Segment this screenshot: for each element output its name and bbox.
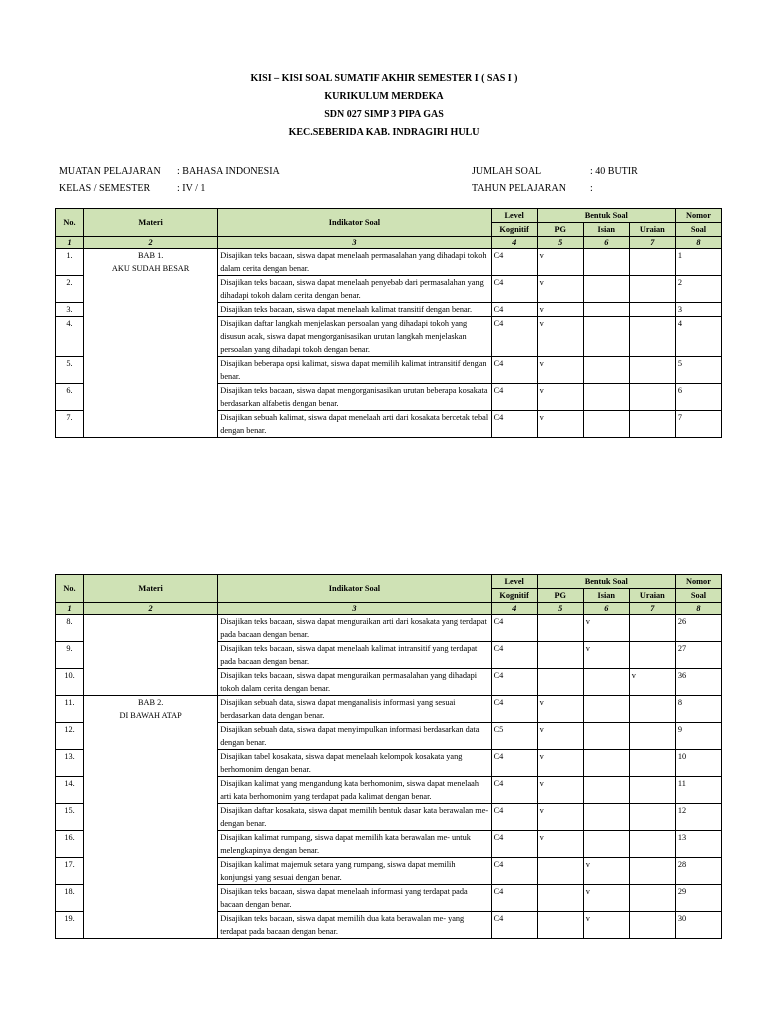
- nomor-soal: 11: [675, 777, 721, 804]
- level-kognitif: C4: [491, 750, 537, 777]
- row-number: 11.: [56, 696, 84, 723]
- nomor-soal: 28: [675, 858, 721, 885]
- indikator-text: Disajikan sebuah data, siswa dapat menyimpulkan informasi berdasarkan data dengan benar.: [218, 723, 491, 750]
- column-number: 4: [491, 237, 537, 249]
- column-number: 7: [629, 237, 675, 249]
- isian-mark: [583, 696, 629, 723]
- table-row: [56, 615, 722, 642]
- pg-mark: v: [537, 276, 583, 303]
- uraian-mark: [629, 642, 675, 669]
- uraian-mark: [629, 615, 675, 642]
- indikator-text: Disajikan teks bacaan, siswa dapat menelaah permasalahan yang dihadapi tokoh dalam cerita dengan benar.: [218, 249, 491, 276]
- level-kognitif: C4: [491, 615, 537, 642]
- header-bentuk: Bentuk Soal: [537, 209, 675, 223]
- isian-mark: [583, 750, 629, 777]
- header-materi: Materi: [84, 209, 218, 237]
- kelas-label: KELAS / SEMESTER: [59, 183, 151, 194]
- uraian-mark: [629, 411, 675, 438]
- pg-mark: [537, 885, 583, 912]
- isian-mark: [583, 669, 629, 696]
- indikator-text: Disajikan sebuah kalimat, siswa dapat menelaah arti dari kosakata bercetak tebal dengan benar.: [218, 411, 491, 438]
- pg-mark: v: [537, 317, 583, 357]
- muatan-label: MUATAN PELAJARAN: [59, 166, 161, 177]
- header-uraian: Uraian: [629, 223, 675, 237]
- column-number: 8: [675, 237, 721, 249]
- row-number: 18.: [56, 885, 84, 912]
- nomor-soal: 6: [675, 384, 721, 411]
- column-number: 6: [583, 237, 629, 249]
- column-number: 7: [629, 603, 675, 615]
- level-kognitif: C4: [491, 249, 537, 276]
- row-number: 5.: [56, 357, 84, 384]
- tahun-label: TAHUN PELAJARAN: [472, 183, 566, 194]
- header-level: Level: [491, 209, 537, 223]
- isian-mark: [583, 276, 629, 303]
- isian-mark: [583, 249, 629, 276]
- isian-mark: [583, 357, 629, 384]
- column-number: 5: [537, 237, 583, 249]
- materi-title: AKU SUDAH BESAR: [111, 264, 190, 273]
- pg-mark: v: [537, 777, 583, 804]
- pg-mark: [537, 669, 583, 696]
- uraian-mark: [629, 384, 675, 411]
- uraian-mark: [629, 357, 675, 384]
- jumlah-value: : 40 BUTIR: [590, 166, 638, 177]
- header-indikator: Indikator Soal: [218, 209, 491, 237]
- header-no: No.: [56, 575, 84, 603]
- indikator-text: Disajikan teks bacaan, siswa dapat mengorganisasikan urutan beberapa kosakata berdasarkan alfabetis dengan benar.: [218, 384, 491, 411]
- uraian-mark: [629, 276, 675, 303]
- uraian-mark: [629, 317, 675, 357]
- isian-mark: v: [583, 615, 629, 642]
- indikator-text: Disajikan teks bacaan, siswa dapat menguraikan arti dari kosakata yang terdapat pada bacaan dengan benar.: [218, 615, 491, 642]
- isian-mark: [583, 723, 629, 750]
- indikator-text: Disajikan sebuah data, siswa dapat menganalisis informasi yang sesuai berdasarkan data dengan benar.: [218, 696, 491, 723]
- header-nomor: Nomor: [675, 575, 721, 589]
- nomor-soal: 7: [675, 411, 721, 438]
- tahun-value: :: [590, 183, 593, 194]
- isian-mark: [583, 831, 629, 858]
- materi-cell-empty: [84, 615, 218, 696]
- row-number: 6.: [56, 384, 84, 411]
- indikator-text: Disajikan teks bacaan, siswa dapat menelaah kalimat transitif dengan benar.: [218, 303, 491, 317]
- kisi-table-2: [55, 574, 722, 939]
- column-number: 3: [218, 603, 491, 615]
- row-number: 13.: [56, 750, 84, 777]
- indikator-text: Disajikan teks bacaan, siswa dapat menelaah penyebab dari permasalahan yang dihadapi tokoh dalam cerita dengan benar.: [218, 276, 491, 303]
- header-isian: Isian: [583, 223, 629, 237]
- nomor-soal: 29: [675, 885, 721, 912]
- uraian-mark: [629, 723, 675, 750]
- column-number: 1: [56, 237, 84, 249]
- kelas-value: : IV / 1: [177, 183, 206, 194]
- isian-mark: [583, 303, 629, 317]
- indikator-text: Disajikan teks bacaan, siswa dapat menelaah kalimat intransitif yang terdapat pada bacaan dengan benar.: [218, 642, 491, 669]
- column-number: 5: [537, 603, 583, 615]
- header-pg: PG: [537, 589, 583, 603]
- isian-mark: [583, 411, 629, 438]
- nomor-soal: 13: [675, 831, 721, 858]
- title-line: SDN 027 SIMP 3 PIPA GAS: [324, 109, 444, 120]
- header-soal: Soal: [675, 589, 721, 603]
- nomor-soal: 5: [675, 357, 721, 384]
- isian-mark: v: [583, 912, 629, 939]
- pg-mark: [537, 912, 583, 939]
- indikator-text: Disajikan teks bacaan, siswa dapat menelaah informasi yang terdapat pada bacaan dengan benar.: [218, 885, 491, 912]
- jumlah-label: JUMLAH SOAL: [472, 166, 542, 177]
- indikator-text: Disajikan daftar langkah menjelaskan persoalan yang dihadapi tokoh yang disusun acak, siswa dapat mengorganisasikan urutan langkah menjelaskan persoalan yang dihadapi tokoh dengan benar.: [218, 317, 491, 357]
- column-number: 2: [84, 603, 218, 615]
- header-kognitif: Kognitif: [491, 589, 537, 603]
- muatan-value: : BAHASA INDONESIA: [177, 166, 280, 177]
- level-kognitif: C4: [491, 858, 537, 885]
- level-kognitif: C4: [491, 411, 537, 438]
- uraian-mark: [629, 696, 675, 723]
- materi-bab: BAB 1.: [137, 251, 164, 260]
- indikator-text: Disajikan teks bacaan, siswa dapat menguraikan permasalahan yang dihadapi tokoh dalam cerita dengan benar.: [218, 669, 491, 696]
- column-number: 3: [218, 237, 491, 249]
- nomor-soal: 30: [675, 912, 721, 939]
- row-number: 12.: [56, 723, 84, 750]
- header-materi: Materi: [84, 575, 218, 603]
- header-kognitif: Kognitif: [491, 223, 537, 237]
- pg-mark: v: [537, 723, 583, 750]
- row-number: 8.: [56, 615, 84, 642]
- isian-mark: [583, 317, 629, 357]
- row-number: 17.: [56, 858, 84, 885]
- pg-mark: [537, 642, 583, 669]
- isian-mark: v: [583, 885, 629, 912]
- header-pg: PG: [537, 223, 583, 237]
- level-kognitif: C4: [491, 276, 537, 303]
- pg-mark: v: [537, 831, 583, 858]
- header-indikator: Indikator Soal: [218, 575, 491, 603]
- header-soal: Soal: [675, 223, 721, 237]
- title-line: KEC.SEBERIDA KAB. INDRAGIRI HULU: [288, 127, 480, 138]
- level-kognitif: C4: [491, 303, 537, 317]
- pg-mark: [537, 615, 583, 642]
- materi-bab: BAB 2.: [137, 698, 164, 707]
- nomor-soal: 27: [675, 642, 721, 669]
- level-kognitif: C4: [491, 669, 537, 696]
- pg-mark: v: [537, 750, 583, 777]
- uraian-mark: [629, 885, 675, 912]
- materi-title: DI BAWAH ATAP: [119, 711, 182, 720]
- uraian-mark: [629, 303, 675, 317]
- pg-mark: [537, 858, 583, 885]
- nomor-soal: 26: [675, 615, 721, 642]
- isian-mark: v: [583, 858, 629, 885]
- nomor-soal: 8: [675, 696, 721, 723]
- level-kognitif: C4: [491, 357, 537, 384]
- level-kognitif: C5: [491, 723, 537, 750]
- level-kognitif: C4: [491, 804, 537, 831]
- header-no: No.: [56, 209, 84, 237]
- row-number: 7.: [56, 411, 84, 438]
- level-kognitif: C4: [491, 317, 537, 357]
- header-nomor: Nomor: [675, 209, 721, 223]
- isian-mark: [583, 777, 629, 804]
- nomor-soal: 1: [675, 249, 721, 276]
- row-number: 19.: [56, 912, 84, 939]
- kisi-table-1: [55, 208, 722, 438]
- column-number: 2: [84, 237, 218, 249]
- uraian-mark: [629, 831, 675, 858]
- meta-right: [472, 163, 638, 197]
- uraian-mark: [629, 912, 675, 939]
- header-uraian: Uraian: [629, 589, 675, 603]
- indikator-text: Disajikan kalimat majemuk setara yang rumpang, siswa dapat memilih konjungsi yang sesuai dengan benar.: [218, 858, 491, 885]
- nomor-soal: 10: [675, 750, 721, 777]
- row-number: 10.: [56, 669, 84, 696]
- uraian-mark: [629, 249, 675, 276]
- row-number: 4.: [56, 317, 84, 357]
- uraian-mark: [629, 777, 675, 804]
- pg-mark: v: [537, 411, 583, 438]
- level-kognitif: C4: [491, 912, 537, 939]
- indikator-text: Disajikan kalimat yang mengandung kata berhomonim, siswa dapat menelaah arti kata berhomonim yang terdapat pada kalimat dengan benar.: [218, 777, 491, 804]
- materi-cell: [84, 249, 218, 438]
- column-number: 8: [675, 603, 721, 615]
- row-number: 9.: [56, 642, 84, 669]
- row-number: 2.: [56, 276, 84, 303]
- column-number: 4: [491, 603, 537, 615]
- pg-mark: v: [537, 249, 583, 276]
- nomor-soal: 12: [675, 804, 721, 831]
- level-kognitif: C4: [491, 777, 537, 804]
- indikator-text: Disajikan beberapa opsi kalimat, siswa dapat memilih kalimat intransitif dengan benar.: [218, 357, 491, 384]
- isian-mark: v: [583, 642, 629, 669]
- nomor-soal: 3: [675, 303, 721, 317]
- table-row: [56, 696, 722, 723]
- uraian-mark: [629, 858, 675, 885]
- nomor-soal: 36: [675, 669, 721, 696]
- title-line: KISI – KISI SOAL SUMATIF AKHIR SEMESTER I ( SAS I ): [250, 73, 518, 84]
- nomor-soal: 9: [675, 723, 721, 750]
- pg-mark: v: [537, 696, 583, 723]
- pg-mark: v: [537, 357, 583, 384]
- indikator-text: Disajikan tabel kosakata, siswa dapat menelaah kelompok kosakata yang berhomonim dengan benar.: [218, 750, 491, 777]
- indikator-text: Disajikan kalimat rumpang, siswa dapat memilih kata berawalan me- untuk melengkapinya dengan benar.: [218, 831, 491, 858]
- level-kognitif: C4: [491, 696, 537, 723]
- row-number: 1.: [56, 249, 84, 276]
- title-line: KURIKULUM MERDEKA: [324, 91, 444, 102]
- meta-left: [59, 163, 280, 197]
- table-row: [56, 249, 722, 276]
- uraian-mark: [629, 804, 675, 831]
- column-number: 6: [583, 603, 629, 615]
- pg-mark: v: [537, 384, 583, 411]
- level-kognitif: C4: [491, 831, 537, 858]
- indikator-text: Disajikan daftar kosakata, siswa dapat memilih bentuk dasar kata berawalan me- dengan benar.: [218, 804, 491, 831]
- uraian-mark: v: [629, 669, 675, 696]
- materi-cell: [84, 696, 218, 939]
- level-kognitif: C4: [491, 384, 537, 411]
- pg-mark: v: [537, 804, 583, 831]
- row-number: 14.: [56, 777, 84, 804]
- row-number: 15.: [56, 804, 84, 831]
- row-number: 3.: [56, 303, 84, 317]
- header-level: Level: [491, 575, 537, 589]
- level-kognitif: C4: [491, 642, 537, 669]
- header-bentuk: Bentuk Soal: [537, 575, 675, 589]
- header-isian: Isian: [583, 589, 629, 603]
- level-kognitif: C4: [491, 885, 537, 912]
- row-number: 16.: [56, 831, 84, 858]
- indikator-text: Disajikan teks bacaan, siswa dapat memilih dua kata berawalan me- yang terdapat pada bacaan dengan benar.: [218, 912, 491, 939]
- nomor-soal: 4: [675, 317, 721, 357]
- isian-mark: [583, 804, 629, 831]
- document-title-block: [0, 70, 768, 142]
- isian-mark: [583, 384, 629, 411]
- pg-mark: v: [537, 303, 583, 317]
- nomor-soal: 2: [675, 276, 721, 303]
- uraian-mark: [629, 750, 675, 777]
- column-number: 1: [56, 603, 84, 615]
